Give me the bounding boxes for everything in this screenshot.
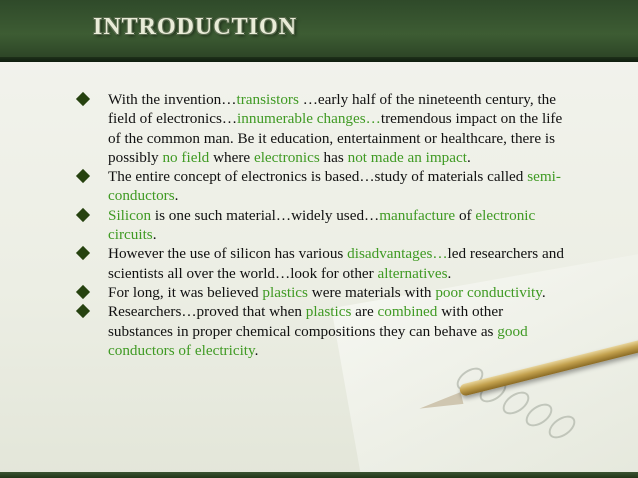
highlighted-term: electronic circuits [108, 206, 536, 244]
bullet-text: were materials with [307, 283, 436, 301]
bullet-text: . [174, 187, 179, 205]
diamond-bullet-icon [76, 304, 90, 318]
bullet-text: tremendous impact on the life of the common man. Be it education, entertainment or healthcare, there is possibly [108, 110, 563, 166]
diamond-bullet-icon [76, 92, 90, 106]
bullet-list [80, 90, 570, 360]
bullet-text: . [254, 341, 259, 359]
bullet-text: . [541, 283, 546, 301]
highlighted-term: plastics [305, 303, 352, 321]
highlighted-term: poor conductivity [435, 283, 542, 301]
highlighted-term: alternatives [377, 264, 448, 282]
highlighted-term: electronics [253, 148, 320, 166]
diamond-bullet-icon [76, 208, 90, 222]
bullet-text: With the invention… [108, 91, 237, 108]
diamond-bullet-icon [76, 169, 90, 183]
bullet-text: where [209, 148, 254, 166]
bullet-text: However the use of silicon has various [108, 245, 348, 263]
bullet-text: is one such material…widely used… [151, 206, 380, 224]
diamond-bullet-icon [76, 246, 90, 260]
highlighted-term: good conductors of electricity [108, 322, 528, 359]
bullet-text: . [447, 264, 452, 282]
highlighted-term: semi-conductors [108, 168, 561, 205]
diamond-bullet-icon [76, 285, 90, 299]
bullet-text: The entire concept of electronics is based…study of materials called [108, 168, 528, 186]
bullet-item [80, 206, 570, 245]
highlighted-term: plastics [262, 283, 308, 301]
bullet-text: has [319, 148, 348, 166]
bullet-text: with other substances in proper chemical compositions they can behave as [108, 303, 504, 340]
bullet-text: . [152, 226, 157, 244]
bullet-text: Researchers…proved that when [108, 303, 306, 321]
bullet-text: For long, it was believed [108, 283, 263, 301]
bullet-item [80, 302, 570, 360]
highlighted-term: transistors [236, 91, 299, 108]
highlighted-term: no field [162, 148, 210, 166]
highlighted-term: manufacture [379, 206, 456, 224]
bullet-item [80, 167, 570, 206]
highlighted-term: combined [377, 303, 438, 321]
bullet-text: . [466, 148, 471, 166]
bullet-text: led researchers and scientists all over the world…look for other [108, 245, 564, 282]
bullet-text: …early half of the nineteenth century, the field of electronics… [108, 91, 557, 128]
bullet-text: of [455, 206, 476, 224]
footer-bar [0, 472, 638, 478]
title-bar [0, 0, 638, 62]
slide-title: INTRODUCTION [93, 14, 298, 40]
bullet-item [80, 244, 570, 283]
highlighted-term: innumerable changes… [237, 110, 381, 128]
bullet-item [80, 90, 570, 167]
highlighted-term: not made an impact [347, 148, 467, 166]
bullet-item [80, 283, 570, 302]
highlighted-term: disadvantages… [347, 245, 448, 263]
highlighted-term: Silicon [108, 206, 152, 224]
bullet-text: are [351, 303, 378, 321]
